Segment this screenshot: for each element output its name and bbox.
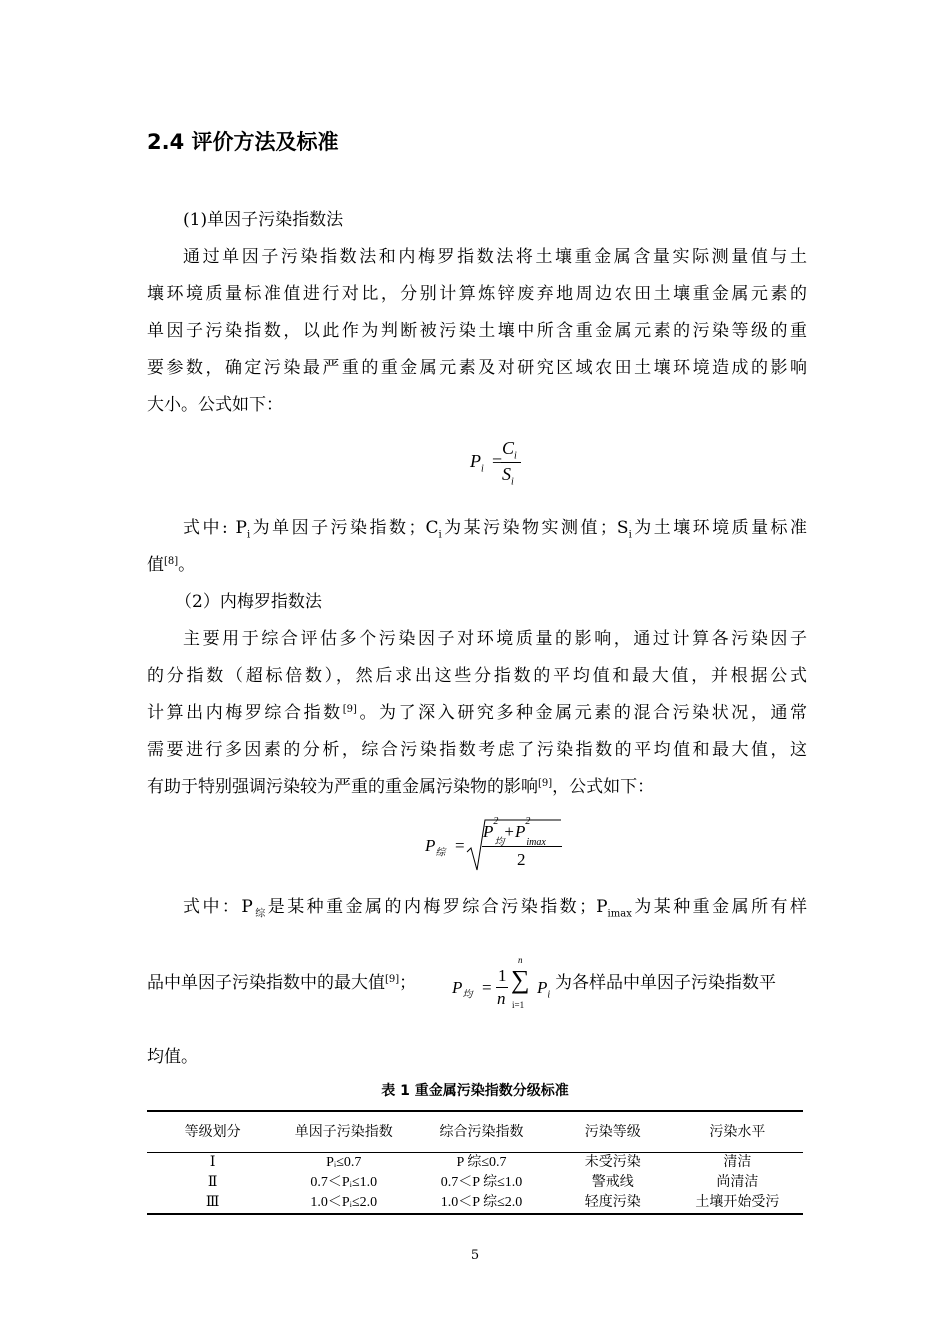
table-cell: 0.7＜P 综≤1.0 <box>440 1175 523 1190</box>
page-number: 5 <box>470 1248 480 1263</box>
table-header: 综合污染指数 <box>439 1124 524 1140</box>
method1-line: 要参数，确定污染最严重的重金属元素及对研究区域农田土壤环境造成的影响 <box>147 358 807 378</box>
method1-line: 壤环境质量标准值进行对比，分别计算炼锌废弃地周边农田土壤重金属元素的 <box>147 284 807 304</box>
formula2-explanation-end: 均值。 <box>147 1047 198 1067</box>
method1-line: 通过单因子污染指数法和内梅罗指数法将土壤重金属含量实际测量值与土 <box>183 247 807 267</box>
formula2-explanation-cont: 品中单因子污染指数中的最大值[9]； <box>147 973 417 993</box>
grade-table <box>147 1110 803 1215</box>
table-cell: 1.0＜Pᵢ≤2.0 <box>310 1195 378 1210</box>
table-cell: P 综≤0.7 <box>456 1155 507 1170</box>
table-cell: Ⅱ <box>207 1175 218 1190</box>
method1-line: 大小。公式如下： <box>147 395 283 415</box>
citation: [9] <box>385 974 400 985</box>
table-header-row <box>147 1111 803 1153</box>
formula-single-factor: $P_i$ = $C_i$ $S_i$ <box>470 438 590 488</box>
method2-line: 主要用于综合评估多个污染因子对环境质量的影响，通过计算各污染因子 <box>183 629 807 649</box>
table-cell: 尚清洁 <box>716 1175 759 1190</box>
table-cell: 警戒线 <box>591 1175 634 1190</box>
table-row <box>147 1173 803 1193</box>
table-header: 污染水平 <box>709 1124 766 1140</box>
table-cell: 土壤开始受污 <box>695 1195 780 1210</box>
method2-line: 需要进行多因素的分析，综合污染指数考虑了污染指数的平均值和最大值，这 <box>147 740 807 760</box>
method2-title: （2）内梅罗指数法 <box>175 592 322 612</box>
method2-line: 的分指数（超标倍数），然后求出这些分指数的平均值和最大值，并根据公式 <box>147 666 807 686</box>
method2-line: 有助于特别强调污染较为严重的重金属污染物的影响[9]，公式如下： <box>147 777 655 797</box>
formula1-explanation: 式中: $P_i$为单因子污染指数；$C_i$为某污染物实测值；$S_i$为土壤环境质量标准 <box>183 518 808 541</box>
method1-line: 单因子污染指数，以此作为判断被污染土壤中所含重金属元素的污染等级的重 <box>147 321 807 341</box>
table-header: 单因子污染指数 <box>294 1124 393 1140</box>
table-cell: 清洁 <box>723 1155 752 1170</box>
table-cell: 未受污染 <box>584 1155 641 1170</box>
table-cell: Ⅰ <box>209 1155 216 1170</box>
table-cell: 轻度污染 <box>584 1195 641 1210</box>
citation: [9] <box>342 704 357 715</box>
section-heading: 2.4 评价方法及标准 <box>147 130 339 154</box>
table-row <box>147 1153 803 1174</box>
table-cell: 0.7＜Pᵢ≤1.0 <box>310 1175 378 1190</box>
table-cell: 1.0＜P 综≤2.0 <box>440 1195 523 1210</box>
table-cell: Pᵢ≤0.7 <box>326 1155 362 1170</box>
table-cell: Ⅲ <box>205 1195 220 1210</box>
formula1-explanation-cont: 值[8]。 <box>147 555 196 575</box>
formula2-explanation-cont: 为各样品中单因子污染指数平 <box>555 973 776 993</box>
formula-average: $P_均$ = 1 n n ∑ i=1 $P_i$ <box>452 955 551 1010</box>
table-header: 污染等级 <box>584 1124 641 1140</box>
table-caption: 表 1 重金属污染指数分级标准 <box>381 1083 569 1099</box>
table-row <box>147 1193 803 1214</box>
method1-title: (1)单因子污染指数法 <box>183 210 344 230</box>
citation: [9] <box>538 778 553 789</box>
formula-nemerow: $P_综$ = P 2 $_均$+P 2 $_{imax}$ 2 <box>425 818 575 874</box>
table-header: 等级划分 <box>184 1124 241 1140</box>
formula2-explanation: 式中：$P_综$是某种重金属的内梅罗综合污染指数；$P_{imax}$为某种重金属所有样 <box>183 897 807 920</box>
method2-line: 计算出内梅罗综合指数[9]。为了深入研究多种金属元素的混合污染状况，通常 <box>147 703 808 723</box>
citation: [8] <box>164 556 179 567</box>
